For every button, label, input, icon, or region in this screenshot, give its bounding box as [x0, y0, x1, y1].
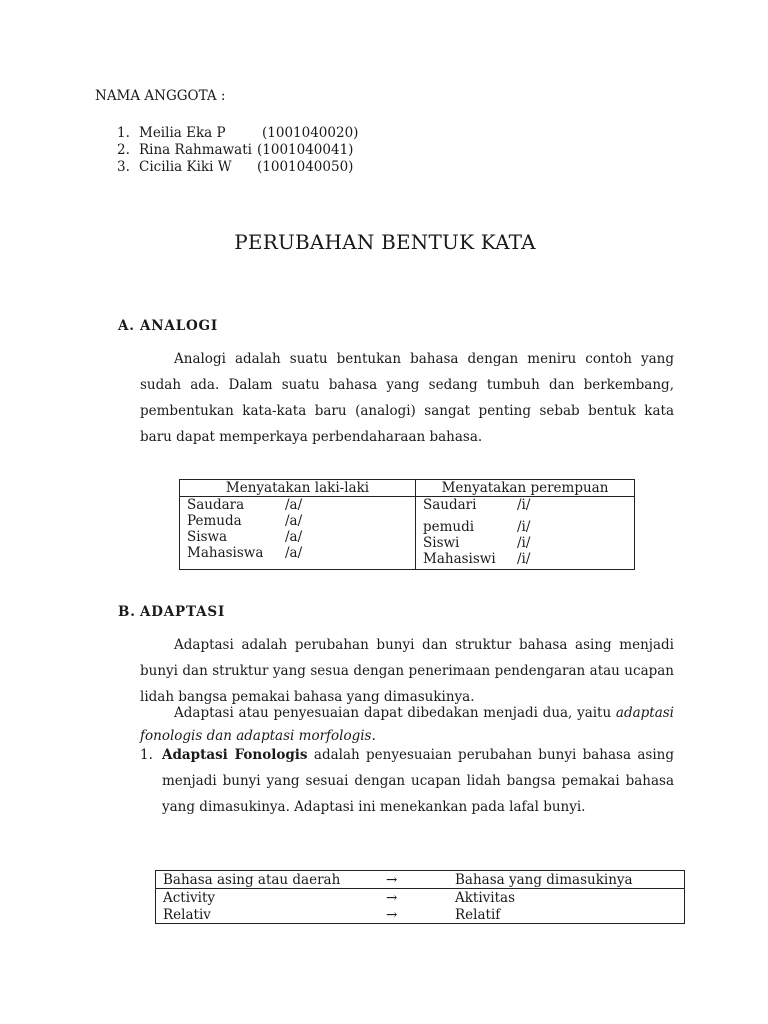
arrow-icon: →: [379, 889, 448, 907]
section-title: ANALOGI: [140, 318, 218, 334]
table-row: Bahasa asing atau daerah → Bahasa yang dimasukinya: [156, 871, 685, 889]
item-term: Adaptasi Fonologis: [162, 747, 308, 763]
member-name: Cicilia Kiki W: [139, 159, 232, 175]
item-number: 1.: [140, 747, 153, 763]
member-item: [117, 159, 354, 175]
table-cell-female: Saudari /i/ pemudi /i/ Siswi /i/ Mahasiswi /i/: [416, 497, 635, 570]
member-name: Meilia Eka P: [139, 125, 226, 141]
member-number: 1.: [117, 125, 130, 141]
adaptasi-fonologis-item: [140, 742, 674, 820]
section-letter: A.: [118, 318, 135, 334]
member-item: [117, 142, 354, 158]
table-row: Activity → Aktivitas: [156, 889, 685, 907]
table-header: Menyatakan laki-laki: [180, 480, 416, 497]
member-nim: (1001040020): [262, 125, 359, 141]
member-number: 3.: [117, 159, 130, 175]
page-title: PERUBAHAN BENTUK KATA: [234, 230, 536, 254]
item-text: adalah penyesuaian perubahan bunyi bahasa asing menjadi bunyi yang sesuai dengan ucapan lidah bangsa pemakai bahasa yang dimasukinya. Adaptasi ini menekankan pada lafal bunyi.: [162, 747, 674, 815]
adaptasi-paragraph-2: Adaptasi atau penyesuaian dapat dibedakan menjadi dua, yaitu adaptasi fonologis dan adaptasi morfologis.: [140, 705, 674, 744]
analogi-table: [179, 479, 635, 570]
table-row: Relativ → Relatif: [156, 906, 685, 924]
member-nim: (1001040050): [257, 159, 354, 175]
section-heading-adaptasi: [118, 604, 225, 620]
adaptasi-paragraph-1: Adaptasi adalah perubahan bunyi dan struktur bahasa asing menjadi bunyi dan struktur yang sesua dengan penerimaan pendengaran atau ucapan lidah bangsa pemakai bahasa yang dimasukinya.: [140, 637, 674, 705]
member-item: [117, 125, 359, 141]
section-heading-analogi: [118, 318, 218, 334]
arrow-icon: →: [379, 871, 448, 889]
section-title: ADAPTASI: [140, 604, 226, 620]
arrow-icon: →: [379, 906, 448, 924]
table-cell-male: Saudara /a/ Pemuda /a/ Siswa /a/ Mahasiswa /a/: [180, 497, 416, 570]
member-name: Rina Rahmawati: [139, 142, 252, 158]
section-letter: B.: [118, 604, 136, 620]
member-number: 2.: [117, 142, 130, 158]
adaptasi-table: [155, 870, 685, 924]
table-header: Menyatakan perempuan: [416, 480, 635, 497]
member-nim: (1001040041): [257, 142, 354, 158]
analogi-paragraph: Analogi adalah suatu bentukan bahasa dengan meniru contoh yang sudah ada. Dalam suatu bahasa yang sedang tumbuh dan berkembang, pembentukan kata-kata baru (analogi) sangat penting sebab bentuk kata baru dapat memperkaya perbendaharaan bahasa.: [140, 351, 674, 445]
members-label: NAMA ANGGOTA :: [95, 88, 226, 104]
